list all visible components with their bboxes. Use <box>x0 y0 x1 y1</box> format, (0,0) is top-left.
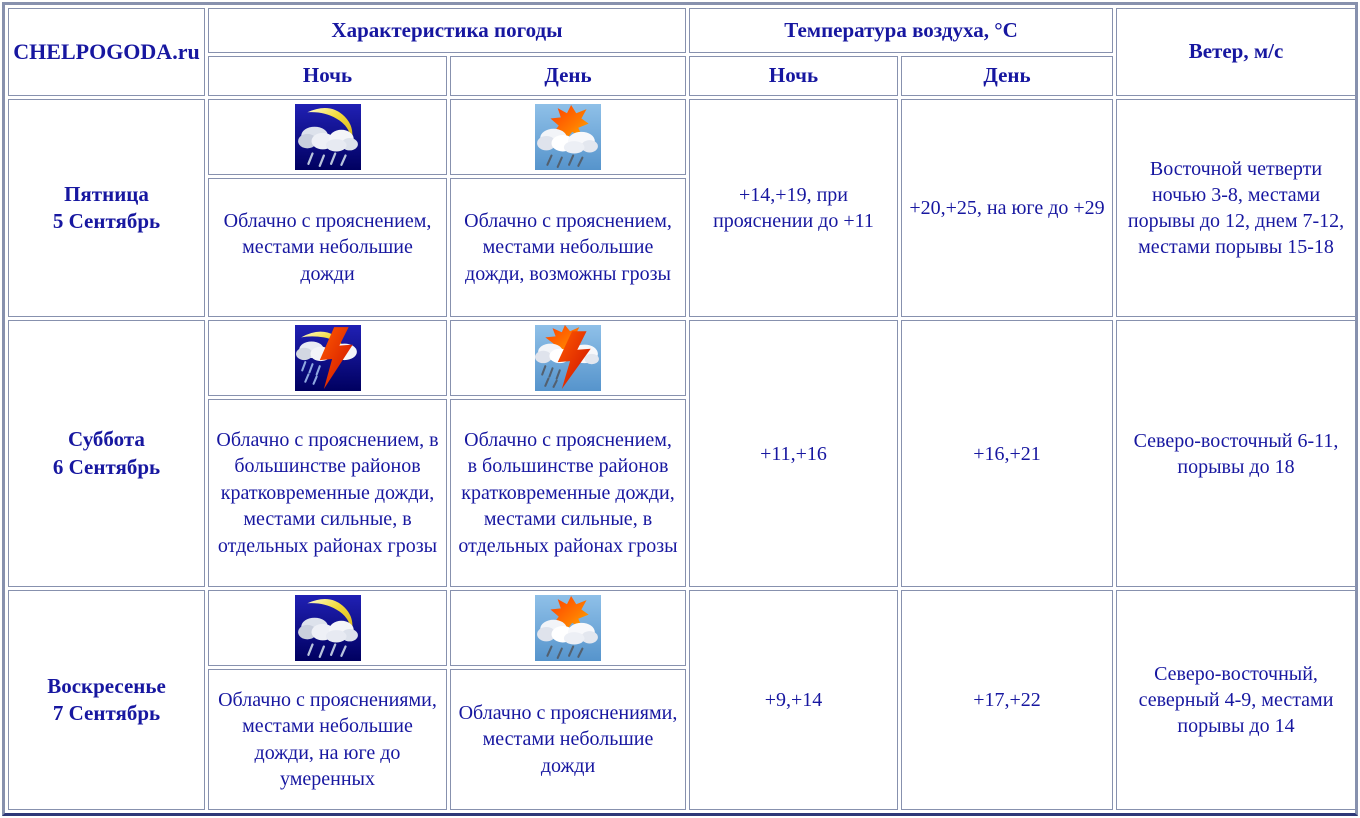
day-date-cell <box>8 590 205 810</box>
day-weather-description: Облачно с прояснениями, местами небольшие дожди <box>450 669 686 810</box>
wind-cell: Восточной четверти ночью 3-8, местами порывы до 12, днем 7-12, местами порывы 15-18 <box>1116 99 1356 317</box>
temp-night-cell: +9,+14 <box>689 590 898 810</box>
header-characteristics: Характеристика погоды <box>208 8 686 53</box>
temp-day-cell: +16,+21 <box>901 320 1113 587</box>
header-temp-night: Ночь <box>689 56 898 96</box>
night-weather-description: Облачно с прояснением, в большинстве районов кратковременные дожди, местами сильные, в отдельных районах грозы <box>208 399 447 587</box>
header-wind: Ветер, м/с <box>1116 8 1356 96</box>
wind-cell: Северо-восточный 6-11, порывы до 18 <box>1116 320 1356 587</box>
wind-cell: Северо-восточный, северный 4-9, местами порывы до 14 <box>1116 590 1356 810</box>
night-characteristic-cell <box>208 590 447 810</box>
moon-cloud-lightning-rain-icon <box>295 325 361 391</box>
forecast-table <box>5 5 1359 813</box>
night-weather-description: Облачно с прояснением, местами небольшие дожди <box>208 178 447 317</box>
night-characteristic-cell <box>208 99 447 317</box>
day-characteristic-cell <box>450 99 686 317</box>
temp-day-cell: +17,+22 <box>901 590 1113 810</box>
moon-clouds-rain-icon <box>295 104 361 170</box>
day-date-cell <box>8 320 205 587</box>
day-date-cell <box>8 99 205 317</box>
day-weather-description: Облачно с прояснением, в большинстве районов кратковременные дожди, местами сильные, в отдельных районах грозы <box>450 399 686 587</box>
forecast-table-frame <box>2 2 1358 816</box>
header-temp-day: День <box>901 56 1113 96</box>
header-char-night: Ночь <box>208 56 447 96</box>
day-date: 5 Сентябрь <box>52 209 161 233</box>
forecast-row <box>8 590 1356 810</box>
sun-clouds-rain-icon <box>535 595 601 661</box>
day-characteristic-cell <box>450 590 686 810</box>
forecast-row <box>8 99 1356 317</box>
day-date: 7 Сентябрь <box>52 701 161 725</box>
forecast-row <box>8 320 1356 587</box>
site-logo[interactable]: CHELPOGODA.ru <box>8 8 205 96</box>
day-characteristic-cell <box>450 320 686 587</box>
sun-cloud-lightning-rain-icon <box>535 325 601 391</box>
day-date: 6 Сентябрь <box>52 454 161 479</box>
header-temperature: Температура воздуха, °C <box>689 8 1113 53</box>
sun-clouds-rain-icon <box>535 104 601 170</box>
day-name: Пятница <box>64 181 149 206</box>
temp-night-cell: +14,+19, при прояснении до +11 <box>689 99 898 317</box>
day-name: Воскресенье <box>47 673 166 698</box>
night-weather-description: Облачно с прояснениями, местами небольшие дожди, на юге до умеренных <box>208 669 447 810</box>
moon-clouds-rain-icon <box>295 595 361 661</box>
day-name: Суббота <box>68 427 145 452</box>
night-characteristic-cell <box>208 320 447 587</box>
temp-night-cell: +11,+16 <box>689 320 898 587</box>
temp-day-cell: +20,+25, на юге до +29 <box>901 99 1113 317</box>
day-weather-description: Облачно с прояснением, местами небольшие дожди, возможны грозы <box>450 178 686 317</box>
header-char-day: День <box>450 56 686 96</box>
